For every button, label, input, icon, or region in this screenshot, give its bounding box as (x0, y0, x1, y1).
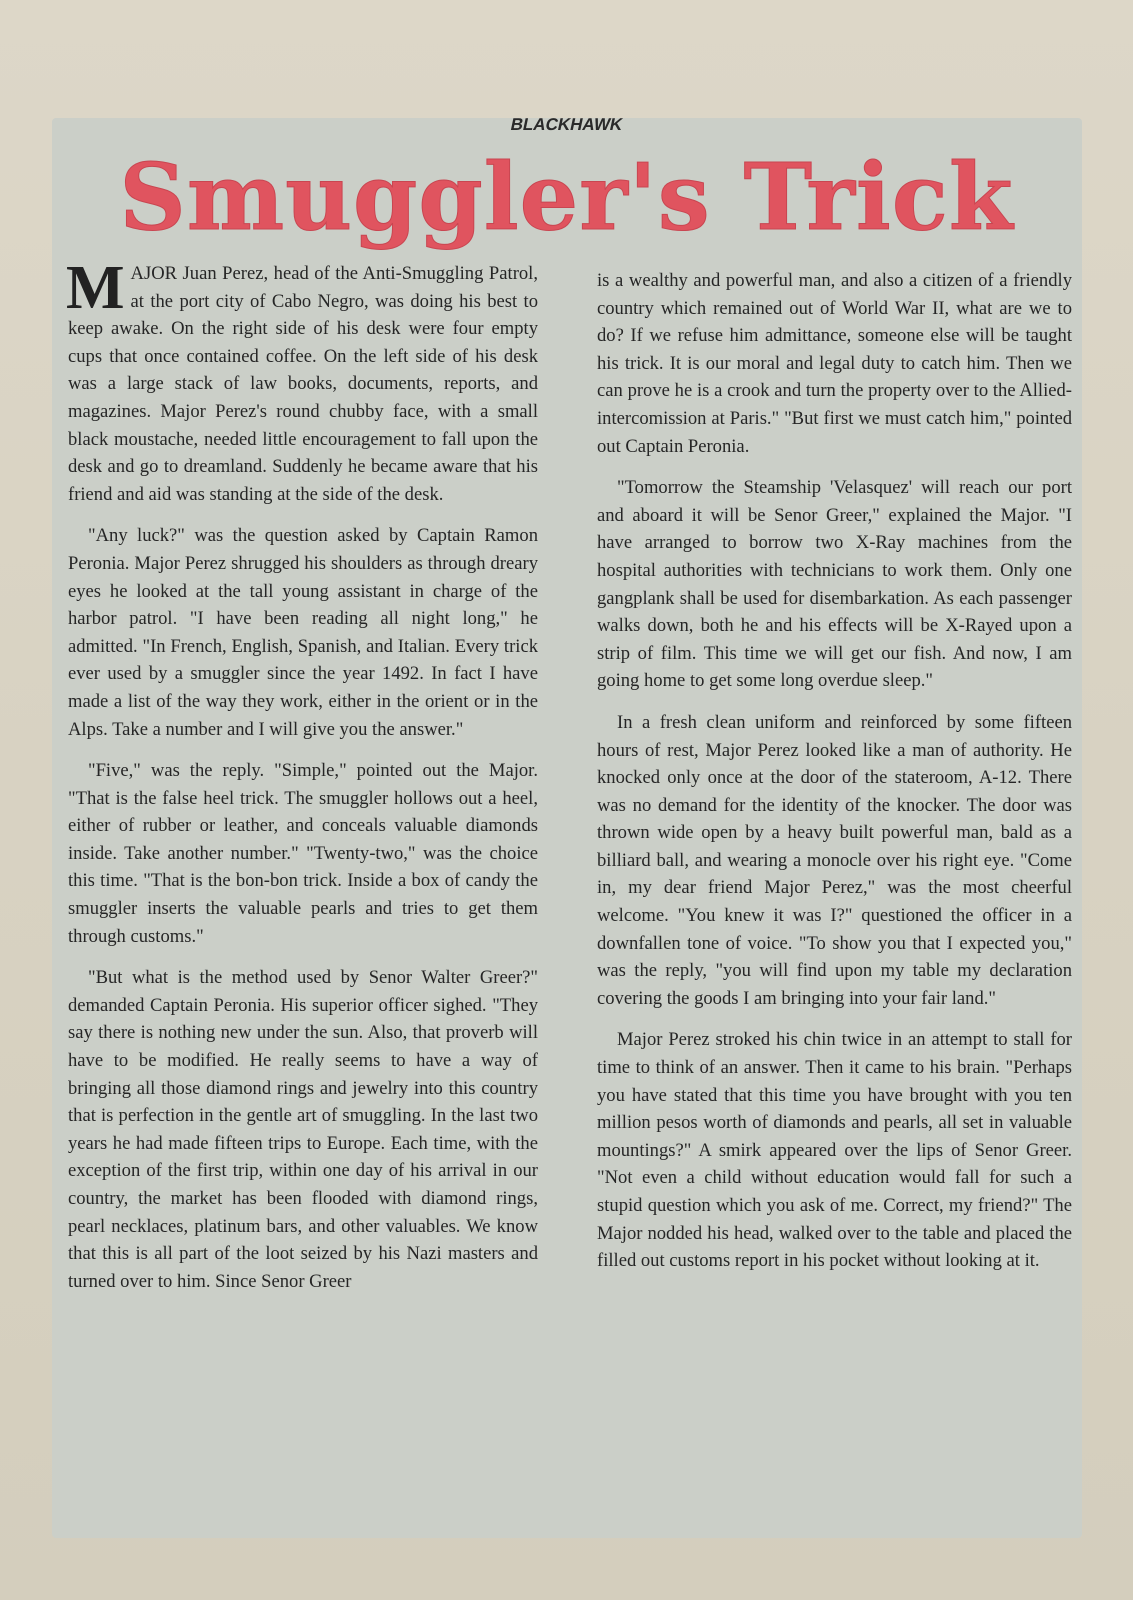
story-paragraph (66, 254, 538, 508)
right-column (597, 267, 1072, 1289)
story-paragraph: In a fresh clean uniform and reinforced by some fifteen hours of rest, Major Perez looked like a man of authority. He knocked only once at the door of the stateroom, A-12. There was no demand for the identity of the knocker. The door was thrown wide open by a heavy built powerful man, bald as a billiard ball, and wearing a monocle over his right eye. "Come in, my dear friend Major Perez," was the most cheerful welcome. "You knew it was I?" questioned the officer in a downfallen tone of voice. "To show you that I expected you," was the reply, "you will find upon my table my declaration covering the goods I am bringing into your fair land." (597, 711, 1072, 1009)
left-column (66, 254, 538, 1309)
story-paragraph: "But what is the method used by Senor Walter Greer?" demanded Captain Peronia. His superior officer sighed. "They say there is nothing new under the sun. Also, that proverb will have to be modified. He really seems to have a way of bringing all those diamond rings and jewelry into this country that is perfection in the gentle art of smuggling. In the last two years he had made fifteen trips to Europe. Each time, with the exception of the first trip, within one day of his arrival in our country, the market has been flooded with diamond rings, pearl necklaces, platinum bars, and other valuables. We know that this is all part of the loot seized by his Nazi masters and turned over to him. Since Senor Greer (68, 967, 538, 1292)
series-logo: BLACKHAWK (508, 115, 625, 134)
story-paragraph: is a wealthy and powerful man, and also a citizen of a friendly country which remained out of World War II, what are we to do? If we refuse him admittance, someone else will be taught his trick. It is our moral and legal duty to catch him. Then we can prove he is a crook and turn the property over to the Allied-intercomission at Paris." "But first we must catch him," pointed out Captain Peronia. (597, 270, 1072, 457)
story-paragraph: Major Perez stroked his chin twice in an attempt to stall for time to think of an answer. Then it came to his brain. "Perhaps you have stated that this time you have brought with you ten million pesos worth of diamonds and pearls, all set in valuable mountings?" A smirk appeared over the lips of Senor Greer. "Not even a child without education would fall for such a stupid question which you ask of me. Correct, my friend?" The Major nodded his head, walked over to the table and placed the filled out customs report in his pocket without looking at it. (597, 1029, 1072, 1272)
page-title: Smuggler's Trick (119, 143, 1014, 251)
story-paragraph: "Any luck?" was the question asked by Captain Ramon Peronia. Major Perez shrugged his shoulders as through dreary eyes he looked at the tall young assistant in charge of the harbor patrol. "I have been reading all night long," he admitted. "In French, English, Spanish, and Italian. Every trick ever used by a smuggler since the year 1492. In fact I have made a list of the way they work, either in the orient or in the Alps. Take a number and I will give you the answer." (68, 525, 538, 740)
story-paragraph: "Five," was the reply. "Simple," pointed out the Major. "That is the false heel trick. The smuggler hollows out a heel, either of rubber or leather, and conceals valuable diamonds inside. Take another number." "Twenty-two," was the choice this time. "That is the bon-bon trick. Inside a box of candy the smuggler inserts the valuable pearls and tries to get them through customs." (68, 760, 538, 947)
paragraph-text: AJOR Juan Perez, head of the Anti-Smuggling Patrol, at the port city of Cabo Negro, was doing his best to keep awake. On the right side of his desk were four empty cups that once contained coffee. On the left side of his desk was a large stack of law books, documents, reports, and magazines. Major Perez's round chubby face, with a small black moustache, needed little encouragement to fall upon the desk and go to dreamland. Suddenly he became aware that his friend and aid was standing at the side of the desk. (68, 263, 538, 505)
story-paragraph: "Tomorrow the Steamship 'Velasquez' will reach our port and aboard it will be Senor Greer," explained the Major. "I have arranged to borrow two X-Ray machines from the hospital authorities with technicians to work them. Only one gangplank shall be used for disembarkation. As each passenger walks down, both he and his effects will be X-Rayed upon a strip of film. This time we will get our fish. And now, I am going home to get some long overdue sleep." (597, 477, 1072, 692)
drop-cap: M (66, 254, 125, 322)
